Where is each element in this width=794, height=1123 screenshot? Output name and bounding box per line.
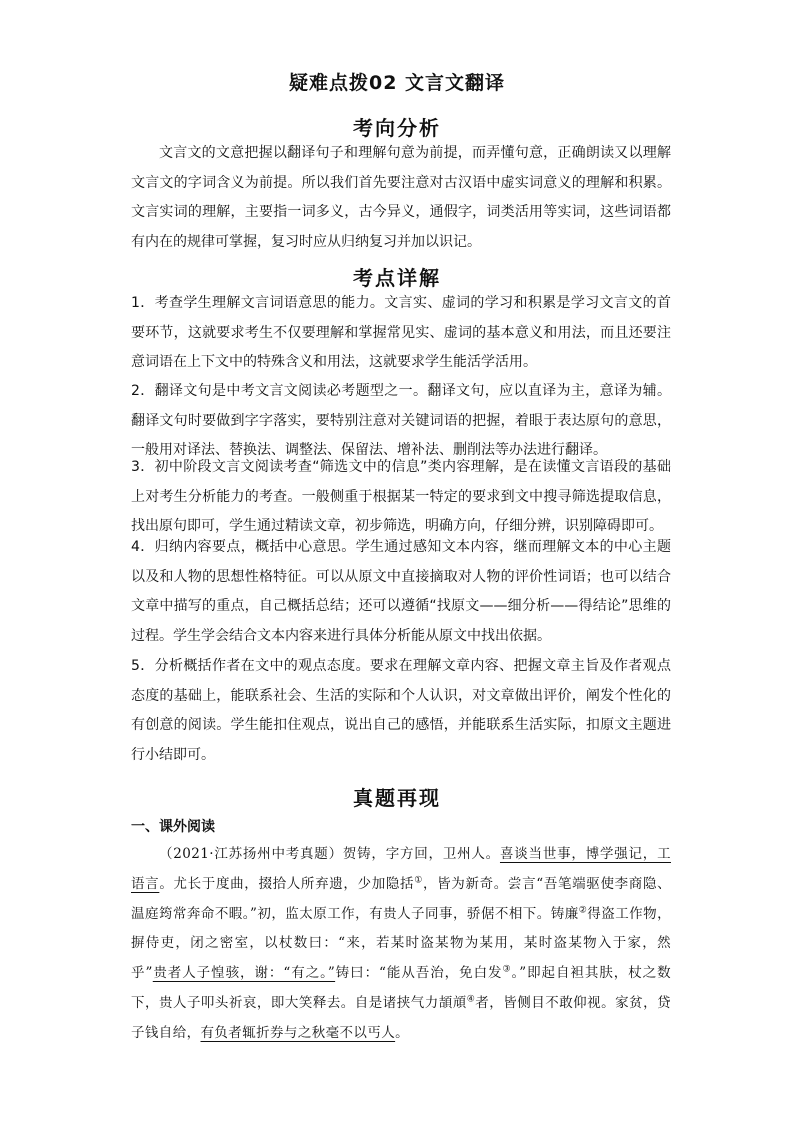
underlined-sentence-1: 喜谈当世事，博学强记，工	[499, 846, 671, 862]
passage-text: （2021·江苏扬州中考真题）贺铸，字方回，卫州人。	[159, 846, 500, 862]
footnote-marker-4: ④	[466, 994, 476, 1005]
footnote-marker-1: ①	[414, 875, 423, 886]
classical-passage	[131, 840, 671, 1049]
passage-text: 者，皆侧目不敢仰视。家贫，贷子钱自给，	[131, 994, 671, 1041]
passage-text: 。尤长于度曲，掇拾人所弃遗，少加隐括	[159, 875, 415, 892]
passage-text: 。”即起自袒其肤，杖之数下，贵人子叩头祈哀，即大笑释去。自是诸挟气力頡頏	[131, 965, 672, 1011]
detail-item-3: 3．初中阶段文言文阅读考查“筛选文中的信息”类内容理解，是在读懂文言语段的基础上对考生分析能力的考查。一般侧重于根据某一特定的要求到文中搜寻筛选提取信息，找出原句即可，学生通过精读文章，初步筛选，明确方向，仔细分辨，识别障碍即可。	[131, 459, 671, 534]
footnote-marker-2: ②	[578, 905, 588, 916]
heading-exam: 真题再现	[353, 786, 441, 810]
footnote-marker-3: ③	[502, 964, 512, 975]
passage-text: 。	[395, 1024, 410, 1041]
passage-text: 得盗工作物，摒侍吏，闭之密室，以杖数曰：“来，若某时盗某物为某用，某时盗某物入于家，然乎”	[131, 905, 672, 982]
passage-text: 铸曰：“能从吾治，免白发	[335, 965, 503, 982]
document-title: 疑难点拨02 文言文翻译	[288, 72, 506, 94]
subheading-reading: 一、课外阅读	[131, 819, 215, 835]
passage-text: ，皆为新奇。尝言“吾笔端驱使李商隐、温庭筠常奔命不暇。”初，监太原工作，有贵人子同事，骄倨不相下。铸廉	[131, 875, 672, 922]
underlined-sentence-1-cont: 语言	[131, 875, 160, 892]
underlined-sentence-2: 贵者人子惶骇，谢：“有之。”	[152, 965, 336, 982]
heading-analysis: 考向分析	[353, 116, 441, 140]
detail-item-5: 5．分析概括作者在文中的观点态度。要求在理解文章内容、把握文章主旨及作者观点态度的基础上，能联系社会、生活的实际和个人认识，对文章做出评价，阐发个性化的有创意的阅读。学生能扣住观点，说出自己的感悟，并能联系生活实际，扣原文主题进行小结即可。	[131, 658, 671, 763]
detail-item-4: 4．归纳内容要点，概括中心意思。学生通过感知文本内容，继而理解文本的中心主题以及和人物的思想性格特征。可以从原文中直接摘取对人物的评价性词语；也可以结合文章中描写的重点，自己概括总结；还可以遵循“找原文——细分析——得结论”思维的过程。学生学会结合文本内容来进行具体分析能从原文中找出依据。	[131, 539, 671, 644]
detail-item-2: 2．翻译文句是中考文言文阅读必考题型之一。翻译文句，应以直译为主，意译为辅。翻译文句时要做到字字落实，要特别注意对关键词语的把握，着眼于表达原句的意思，一般用对译法、替换法、调整法、保留法、增补法、删削法等办法进行翻译。	[131, 383, 671, 458]
underlined-sentence-3: 有负者辄折券与之秋毫不以丐人	[200, 1024, 396, 1041]
analysis-paragraph: 文言文的文意把握以翻译句子和理解句意为前提，而弄懂句意，正确朗读又以理解文言文的字词含义为前提。所以我们首先要注意对古汉语中虚实词意义的理解和积累。文言实词的理解，主要指一词多义，古今异义，通假字，词类活用等实词，这些词语都有内在的规律可掌握，复习时应从归纳复习并加以识记。	[131, 145, 671, 250]
heading-details: 考点详解	[353, 266, 441, 290]
detail-item-1: 1．考查学生理解文言词语意思的能力。文言实、虚词的学习和积累是学习文言文的首要环节，这就要求考生不仅要理解和掌握常见实、虚词的基本意义和用法，而且还要注意词语在上下文中的特殊含义和用法，这就要求学生能活学活用。	[131, 295, 671, 370]
